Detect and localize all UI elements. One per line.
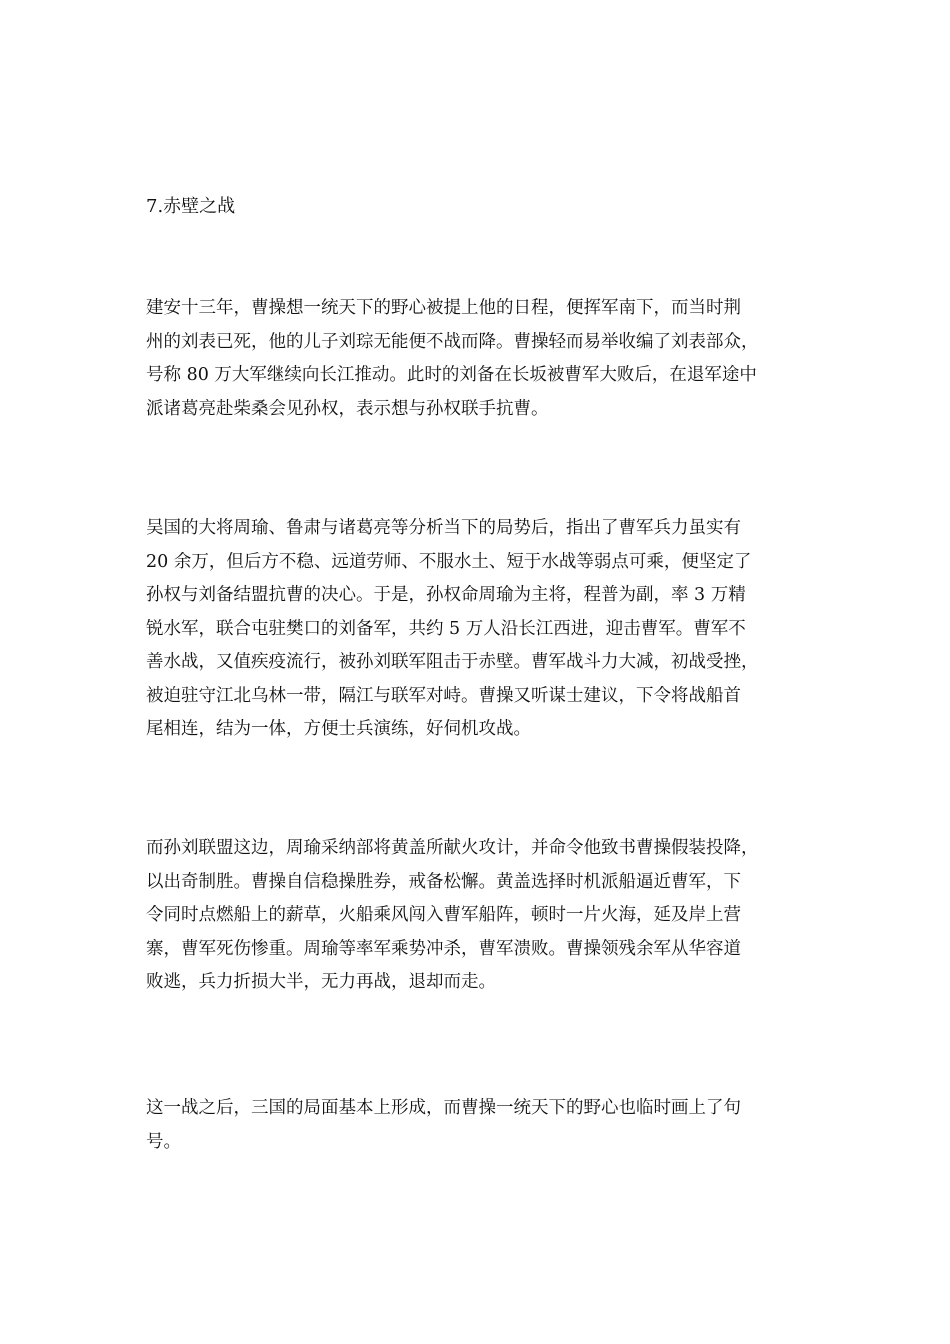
paragraph-line: 这一战之后，三国的局面基本上形成，而曹操一统天下的野心也临时画上了句 xyxy=(146,1098,741,1118)
paragraph-line: 20 余万，但后方不稳、远道劳师、不服水土、短于水战等弱点可乘，便坚定了 xyxy=(146,551,752,572)
paragraph-2 xyxy=(146,512,814,747)
paragraph-line: 孙权与刘备结盟抗曹的决心。于是，孙权命周瑜为主将，程普为副，率 3 万精 xyxy=(146,585,746,605)
paragraph-line: 令同时点燃船上的薪草，火船乘风闯入曹军船阵，顿时一片火海，延及岸上营 xyxy=(146,905,741,925)
paragraph-line: 派诸葛亮赴柴桑会见孙权，表示想与孙权联手抗曹。 xyxy=(146,398,549,419)
paragraph-4 xyxy=(146,1092,814,1159)
paragraph-line: 建安十三年，曹操想一统天下的野心被提上他的日程，便挥军南下，而当时荆 xyxy=(146,298,741,318)
paragraph-1 xyxy=(146,292,814,426)
paragraph-3 xyxy=(146,832,814,1000)
paragraph-line: 寨，曹军死伤惨重。周瑜等率军乘势冲杀，曹军溃败。曹操领残余军从华容道 xyxy=(146,938,741,959)
paragraph-line: 号。 xyxy=(146,1131,181,1152)
paragraph-line: 尾相连，结为一体，方便士兵演练，好伺机攻战。 xyxy=(146,719,531,739)
paragraph-line: 号称 80 万大军继续向长江推动。此时的刘备在长坂被曹军大败后，在退军途中 xyxy=(146,365,757,385)
paragraph-line: 州的刘表已死，他的儿子刘琮无能便不战而降。曹操轻而易举收编了刘表部众， xyxy=(146,331,759,352)
paragraph-line: 锐水军，联合屯驻樊口的刘备军，共约 5 万人沿长江西进，迎击曹军。曹军不 xyxy=(146,618,746,639)
paragraph-line: 以出奇制胜。曹操自信稳操胜券，戒备松懈。黄盖选择时机派船逼近曹军，下 xyxy=(146,871,741,892)
paragraph-line: 吴国的大将周瑜、鲁肃与诸葛亮等分析当下的局势后，指出了曹军兵力虽实有 xyxy=(146,518,741,538)
section-heading: 7.赤壁之战 xyxy=(146,196,236,217)
paragraph-line: 败逃，兵力折损大半，无力再战，退却而走。 xyxy=(146,972,496,992)
paragraph-line: 而孙刘联盟这边，周瑜采纳部将黄盖所献火攻计，并命令他致书曹操假装投降， xyxy=(146,838,759,858)
paragraph-line: 被迫驻守江北乌林一带，隔江与联军对峙。曹操又听谋士建议，下令将战船首 xyxy=(146,685,741,706)
paragraph-line: 善水战，又值疾疫流行，被孙刘联军阻击于赤壁。曹军战斗力大减，初战受挫， xyxy=(146,652,759,672)
